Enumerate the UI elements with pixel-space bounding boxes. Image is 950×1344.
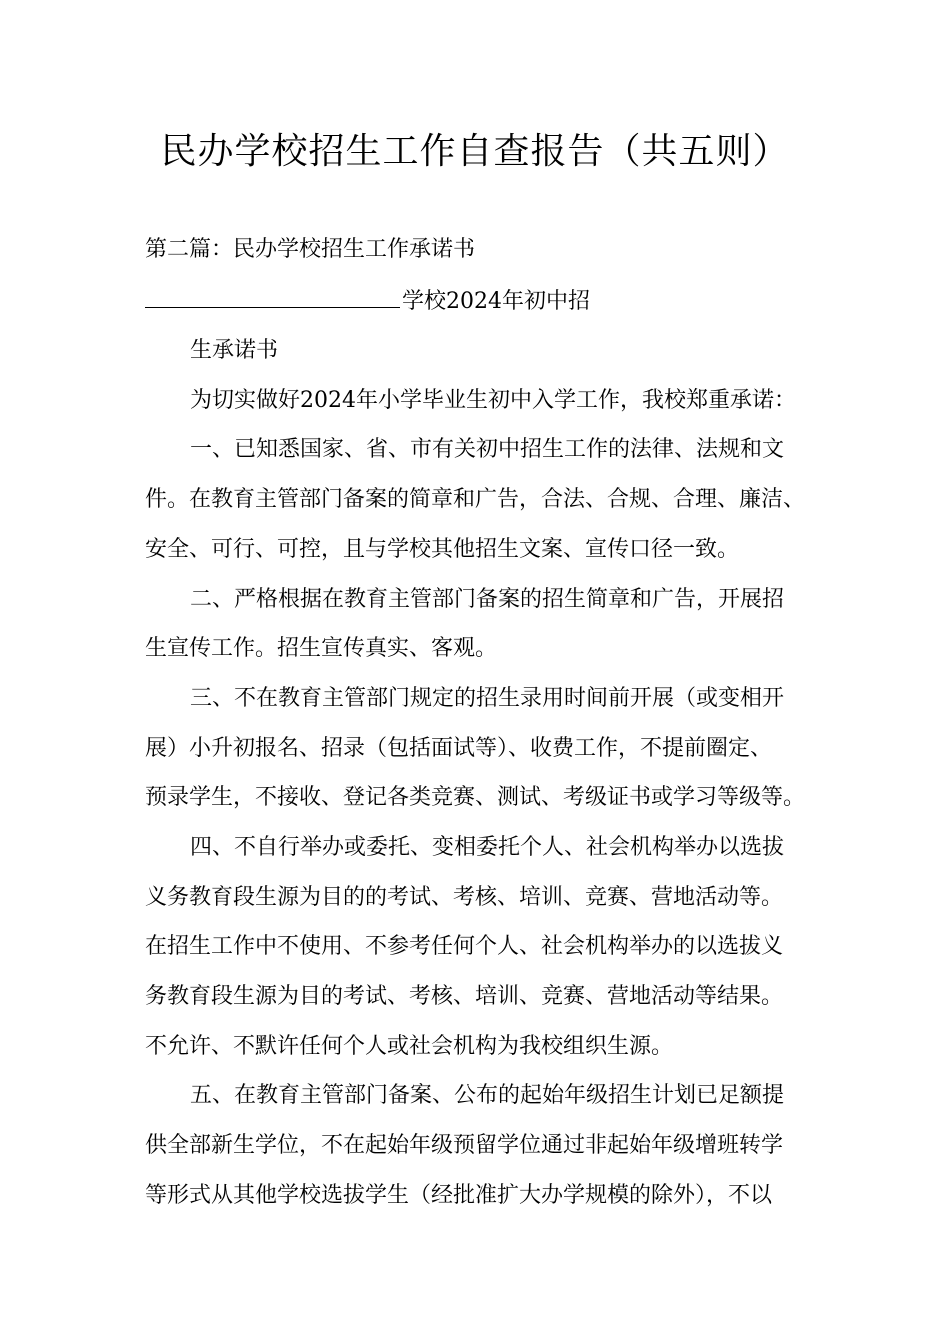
body-line: 二、严格根据在教育主管部门备案的招生简章和广告，开展招 bbox=[190, 587, 785, 612]
chapter-heading: 第二篇：民办学校招生工作承诺书 bbox=[145, 237, 476, 262]
body-line: 在招生工作中不使用、不参考任何个人、社会机构举办的以选拔义 bbox=[145, 934, 784, 959]
body-line: 预录学生，不接收、登记各类竞赛、测试、考级证书或学习等级等。 bbox=[145, 785, 806, 810]
body-line: 四、不自行举办或委托、变相委托个人、社会机构举办以选拔 bbox=[190, 835, 785, 860]
body-line: 供全部新生学位，不在起始年级预留学位通过非起始年级增班转学 bbox=[145, 1133, 784, 1158]
school-line-suffix: 学校2024年初中招 bbox=[402, 289, 590, 314]
body-line: 为切实做好2024年小学毕业生初中入学工作，我校郑重承诺： bbox=[190, 388, 796, 413]
school-name-line bbox=[145, 285, 590, 317]
body-line: 三、不在教育主管部门规定的招生录用时间前开展（或变相开 bbox=[190, 686, 785, 711]
body-line: 一、已知悉国家、省、市有关初中招生工作的法律、法规和文 bbox=[190, 437, 785, 462]
body-line: 生宣传工作。招生宣传真实、客观。 bbox=[145, 636, 498, 661]
body-line: 件。在教育主管部门备案的简章和广告，合法、合规、合理、廉洁、 bbox=[145, 487, 806, 512]
body-line: 展）小升初报名、招录（包括面试等）、收费工作，不提前圈定、 bbox=[145, 736, 773, 761]
body-line: 等形式从其他学校选拔学生（经批准扩大办学规模的除外），不以 bbox=[145, 1183, 773, 1208]
body-line: 安全、可行、可控，且与学校其他招生文案、宣传口径一致。 bbox=[145, 537, 740, 562]
document-title: 民办学校招生工作自查报告（共五则） bbox=[160, 131, 790, 172]
body-line: 务教育段生源为目的考试、考核、培训、竞赛、营地活动等结果。 bbox=[145, 984, 784, 1009]
school-line-cont: 生承诺书 bbox=[190, 338, 279, 363]
school-name-blank bbox=[145, 285, 400, 308]
body-line: 不允许、不默许任何个人或社会机构为我校组织生源。 bbox=[145, 1034, 674, 1059]
body-line: 义务教育段生源为目的的考试、考核、培训、竞赛、营地活动等。 bbox=[145, 885, 784, 910]
body-line: 五、在教育主管部门备案、公布的起始年级招生计划已足额提 bbox=[190, 1083, 785, 1108]
